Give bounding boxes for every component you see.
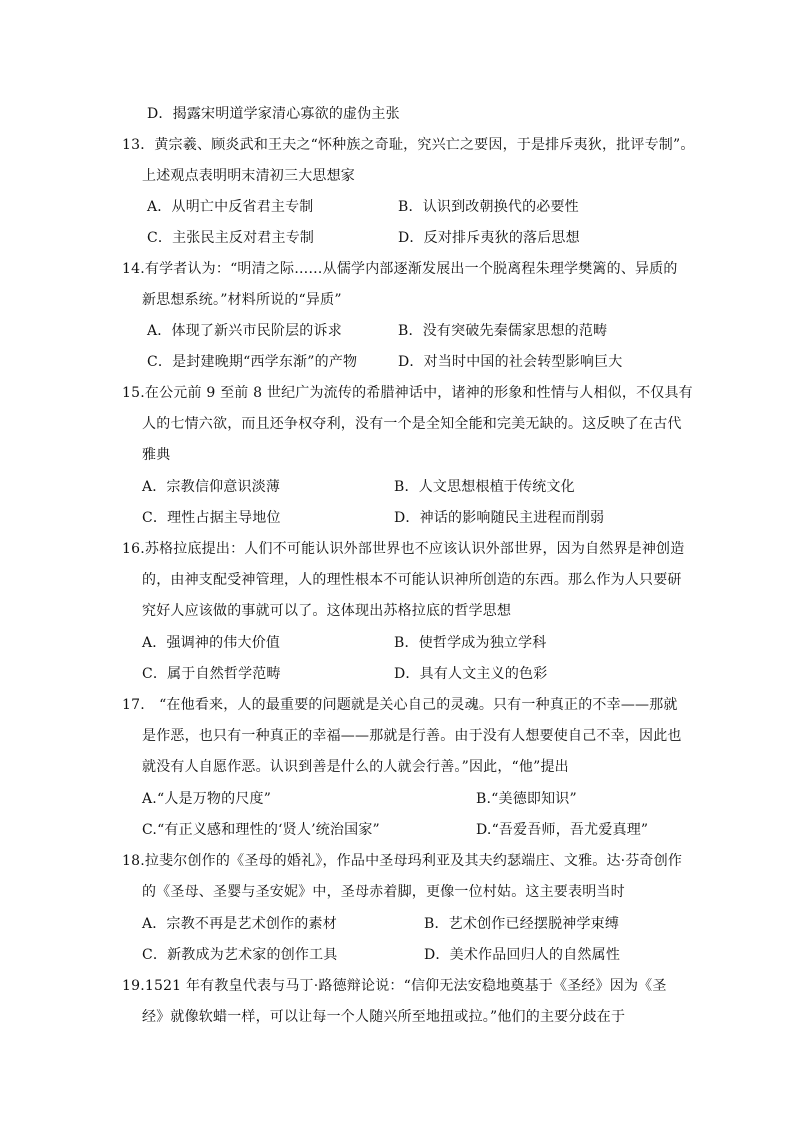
- q16-option-b: B．使哲学成为独立学科: [394, 635, 547, 651]
- q16-option-c: C．属于自然哲学范畴: [142, 666, 281, 682]
- q16-stem-line-3: 究好人应该做的事就可以了。这体现出苏格拉底的哲学思想: [142, 603, 512, 619]
- q17-option-c: C.“有正义感和理性的‘贤人’统治国家”: [142, 822, 380, 838]
- q14-option-b: B．没有突破先秦儒家思想的范畴: [398, 323, 608, 339]
- q13-stem-line-2: 上述观点表明明末清初三大思想家: [142, 168, 355, 184]
- q18-stem-line-1: 18.拉斐尔创作的《圣母的婚礼》，作品中圣母玛利亚及其夫约瑟端庄、文雅。达·芬奇创作: [122, 853, 683, 869]
- q15-stem-line-2: 人的七情六欲，而且还争权夺利，没有一个是全知全能和完美无缺的。这反映了在古代: [142, 416, 682, 432]
- q15-option-d: D．神话的影响随民主进程而削弱: [394, 510, 605, 526]
- q15-stem-line-1: 15.在公元前 9 至前 8 世纪广为流传的希腊神话中，诸神的形象和性情与人相似，不仅具有: [122, 385, 693, 401]
- q14-option-a: A．体现了新兴市民阶层的诉求: [147, 323, 342, 339]
- q15-option-b: B．人文思想根植于传统文化: [394, 479, 575, 495]
- q15-stem-line-3: 雅典: [142, 447, 171, 463]
- q17-option-a: A.“人是万物的尺度”: [142, 791, 272, 807]
- q13-option-b: B．认识到改朝换代的必要性: [398, 199, 579, 215]
- q18-option-c: C．新教成为艺术家的创作工具: [142, 947, 338, 963]
- q17-stem-line-1: 17. “在他看来，人的最重要的问题就是关心自己的灵魂。只有一种真正的不幸——那就: [122, 697, 678, 713]
- q17-option-d: D.“吾爱吾师，吾尤爱真理”: [476, 822, 649, 838]
- q19-stem-line-2: 经》就像软蜡一样，可以让每一个人随兴所至地扭或拉。”他们的主要分歧在于: [142, 1009, 626, 1025]
- q17-stem-line-2: 是作恶，也只有一种真正的幸福——那就是行善。由于没有人想要使自己不幸，因此也: [142, 728, 682, 744]
- q18-option-a: A．宗教不再是艺术创作的素材: [142, 916, 337, 932]
- q13-stem-line-1: 13．黄宗羲、顾炎武和王夫之“怀种族之奇耻，究兴亡之要因，于是排斥夷狄，批评专制”。: [122, 137, 695, 153]
- q15-option-a: A．宗教信仰意识淡薄: [142, 479, 281, 495]
- q15-option-c: C．理性占据主导地位: [142, 510, 281, 526]
- q18-option-b: B．艺术创作已经摆脱神学束缚: [424, 916, 620, 932]
- q13-option-c: C．主张民主反对君主专制: [147, 230, 315, 246]
- q16-option-a: A．强调神的伟大价值: [142, 635, 281, 651]
- q14-stem-line-1: 14.有学者认为：“明清之际……从儒学内部逐渐发展出一个脱离程朱理学樊篱的、异质的: [122, 261, 678, 277]
- q14-option-c: C．是封建晚期“西学东渐”的产物: [147, 354, 358, 370]
- q19-stem-line-1: 19.1521 年有教皇代表与马丁·路德辩论说：“信仰无法安稳地奠基于《圣经》因为《圣: [122, 978, 667, 994]
- q14-option-d: D．对当时中国的社会转型影响巨大: [398, 354, 623, 370]
- q13-option-d: D．反对排斥夷狄的落后思想: [398, 230, 580, 246]
- q16-stem-line-1: 16.苏格拉底提出：人们不可能认识外部世界也不应该认识外部世界，因为自然界是神创造: [122, 541, 685, 557]
- q14-stem-line-2: 新思想系统。”材料所说的“异质”: [142, 292, 342, 308]
- q12-option-d: D．揭露宋明道学家清心寡欲的虚伪主张: [147, 106, 400, 122]
- q16-option-d: D．具有人文主义的色彩: [394, 666, 548, 682]
- q17-stem-line-3: 就没有人自愿作恶。认识到善是什么的人就会行善。”因此，“他”提出: [142, 759, 569, 775]
- q18-stem-line-2: 的《圣母、圣婴与圣安妮》中，圣母赤着脚，更像一位村姑。这主要表明当时: [142, 884, 625, 900]
- q17-option-b: B.“美德即知识”: [476, 791, 577, 807]
- q13-option-a: A．从明亡中反省君主专制: [147, 199, 314, 215]
- q16-stem-line-2: 的，由神支配受神管理，人的理性根本不可能认识神所创造的东西。那么作为人只要研: [142, 572, 682, 588]
- q18-option-d: D．美术作品回归人的自然属性: [424, 947, 621, 963]
